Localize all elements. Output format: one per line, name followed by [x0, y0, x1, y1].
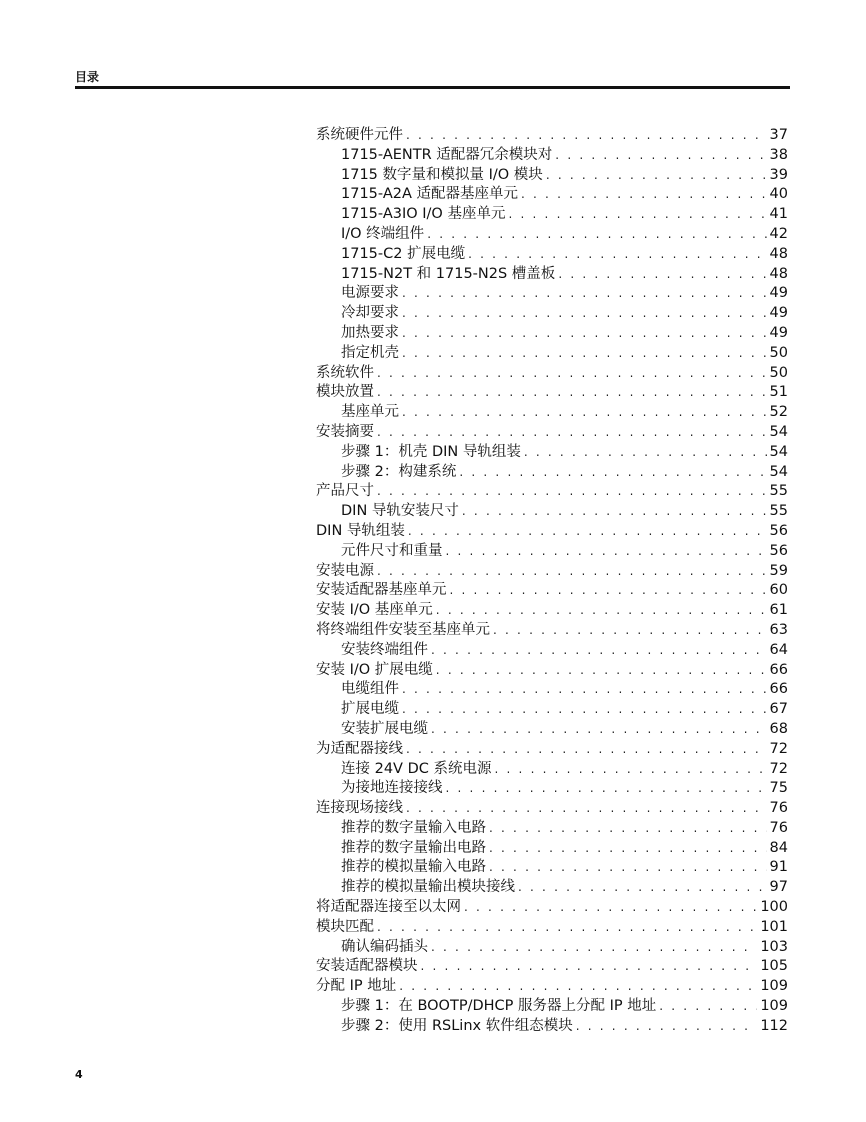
- toc-entry[interactable]: [316, 720, 788, 740]
- toc-entry-title: 将终端组件安装至基座单元: [316, 621, 490, 638]
- toc-entry[interactable]: [316, 562, 788, 582]
- toc-dot-leader: [489, 819, 767, 839]
- toc-dot-leader: [402, 344, 767, 364]
- toc-entry-page: 105: [760, 958, 788, 975]
- toc-entry-page: 97: [769, 879, 788, 896]
- toc-entry[interactable]: [316, 878, 788, 898]
- toc-entry-page: 54: [769, 443, 788, 460]
- toc-entry[interactable]: [316, 245, 788, 265]
- toc-entry-page: 50: [769, 364, 788, 381]
- toc-dot-leader: [495, 760, 767, 780]
- toc-entry-title: 推荐的数字量输出电路: [341, 839, 486, 856]
- toc-entry-title: 1715-N2T 和 1715-N2S 槽盖板: [341, 265, 556, 282]
- toc-dot-leader: [408, 522, 767, 542]
- toc-entry-title: 系统软件: [316, 364, 374, 381]
- toc-entry-page: 84: [769, 839, 788, 856]
- toc-entry-title: 模块匹配: [316, 918, 374, 935]
- toc-entry-title: 分配 IP 地址: [316, 978, 397, 995]
- toc-entry-page: 48: [769, 245, 788, 262]
- toc-dot-leader: [558, 265, 766, 285]
- toc-entry[interactable]: [316, 166, 788, 186]
- toc-entry-title: 安装适配器模块: [316, 958, 418, 975]
- toc-entry-page: 72: [769, 760, 788, 777]
- toc-entry-page: 49: [769, 285, 788, 302]
- toc-entry-page: 48: [769, 265, 788, 282]
- toc-entry-page: 52: [769, 404, 788, 421]
- toc-entry-page: 54: [769, 463, 788, 480]
- toc-dot-leader: [406, 126, 767, 146]
- toc-entry-page: 66: [769, 661, 788, 678]
- toc-entry[interactable]: [316, 938, 788, 958]
- toc-dot-leader: [421, 957, 758, 977]
- toc-entry-page: 103: [760, 938, 788, 955]
- toc-entry-title: 为适配器接线: [316, 740, 403, 757]
- toc-dot-leader: [450, 581, 767, 601]
- toc-dot-leader: [493, 621, 767, 641]
- toc-entry[interactable]: [316, 364, 788, 384]
- toc-entry-title: 基座单元: [341, 404, 399, 421]
- toc-entry-title: 为接地连接接线: [341, 780, 443, 797]
- toc-entry-title: 安装摘要: [316, 423, 374, 440]
- toc-entry[interactable]: [316, 661, 788, 681]
- toc-dot-leader: [464, 898, 757, 918]
- toc-entry[interactable]: [316, 918, 788, 938]
- toc-dot-leader: [377, 423, 767, 443]
- toc-entry-title: 1715-C2 扩展电缆: [341, 245, 466, 262]
- toc-entry-title: 1715-A3IO I/O 基座单元: [341, 206, 506, 223]
- toc-entry[interactable]: [316, 858, 788, 878]
- toc-dot-leader: [436, 661, 767, 681]
- toc-entry[interactable]: [316, 898, 788, 918]
- toc-dot-leader: [518, 878, 767, 898]
- toc-dot-leader: [521, 185, 767, 205]
- toc-entry[interactable]: [316, 839, 788, 859]
- toc-dot-leader: [446, 779, 767, 799]
- toc-entry-title: 1715 数字量和模拟量 I/O 模块: [341, 166, 543, 183]
- toc-entry-page: 59: [769, 562, 788, 579]
- toc-dot-leader: [446, 542, 767, 562]
- toc-dot-leader: [431, 641, 767, 661]
- toc-dot-leader: [402, 403, 767, 423]
- toc-entry-title: 连接现场接线: [316, 800, 403, 817]
- toc-entry-page: 39: [769, 166, 788, 183]
- toc-dot-leader: [524, 443, 767, 463]
- toc-entry[interactable]: [316, 185, 788, 205]
- toc-entry[interactable]: [316, 205, 788, 225]
- toc-dot-leader: [459, 463, 766, 483]
- toc-entry[interactable]: [316, 957, 788, 977]
- toc-entry-title: 模块放置: [316, 384, 374, 401]
- toc-entry[interactable]: [316, 522, 788, 542]
- toc-dot-leader: [462, 502, 767, 522]
- toc-entry[interactable]: [316, 146, 788, 166]
- toc-entry[interactable]: [316, 443, 788, 463]
- toc-entry-page: 76: [769, 819, 788, 836]
- toc-entry[interactable]: [316, 482, 788, 502]
- toc-dot-leader: [402, 700, 767, 720]
- toc-entry-page: 64: [769, 641, 788, 658]
- page-number: 4: [75, 1068, 83, 1081]
- toc-entry-title: I/O 终端组件: [341, 225, 425, 242]
- toc-dot-leader: [489, 839, 767, 859]
- toc-entry[interactable]: [316, 621, 788, 641]
- toc-entry-title: DIN 导轨组装: [316, 522, 405, 539]
- toc-entry-page: 49: [769, 324, 788, 341]
- toc-entry[interactable]: [316, 779, 788, 799]
- toc-entry-title: 电缆组件: [341, 681, 399, 698]
- toc-entry-title: DIN 导轨安装尺寸: [341, 503, 459, 520]
- toc-entry-title: 安装 I/O 扩展电缆: [316, 661, 433, 678]
- toc-entry[interactable]: [316, 997, 788, 1017]
- toc-dot-leader: [427, 225, 766, 245]
- toc-entry-title: 安装终端组件: [341, 641, 428, 658]
- toc-dot-leader: [377, 482, 767, 502]
- toc-entry-title: 安装适配器基座单元: [316, 582, 447, 599]
- toc-dot-leader: [377, 383, 767, 403]
- toc-dot-leader: [431, 938, 757, 958]
- toc-entry-title: 确认编码插头: [341, 938, 428, 955]
- toc-entry-page: 56: [769, 522, 788, 539]
- toc-entry-title: 安装 I/O 基座单元: [316, 602, 433, 619]
- toc-entry[interactable]: [316, 304, 788, 324]
- page-header-title: 目录: [75, 70, 100, 84]
- toc-entry-title: 扩展电缆: [341, 701, 399, 718]
- toc-entry-title: 推荐的数字量输入电路: [341, 819, 486, 836]
- toc-entry-page: 63: [769, 621, 788, 638]
- toc-entry-page: 41: [769, 206, 788, 223]
- toc-entry-page: 60: [769, 582, 788, 599]
- toc-entry[interactable]: [316, 700, 788, 720]
- toc-entry-page: 55: [769, 503, 788, 520]
- toc-entry-title: 指定机壳: [341, 344, 399, 361]
- toc-entry[interactable]: [316, 977, 788, 997]
- toc-dot-leader: [508, 205, 766, 225]
- toc-entry-page: 109: [760, 998, 788, 1015]
- toc-entry[interactable]: [316, 383, 788, 403]
- toc-dot-leader: [436, 601, 767, 621]
- toc-entry-title: 步骤 1：在 BOOTP/DHCP 服务器上分配 IP 地址: [341, 998, 657, 1015]
- toc-entry[interactable]: [316, 740, 788, 760]
- toc-entry-title: 电源要求: [341, 285, 399, 302]
- toc-entry[interactable]: [316, 542, 788, 562]
- toc-dot-leader: [377, 364, 767, 384]
- toc-dot-leader: [399, 977, 757, 997]
- toc-dot-leader: [431, 720, 767, 740]
- toc-dot-leader: [406, 799, 767, 819]
- toc-entry[interactable]: [316, 601, 788, 621]
- toc-entry-page: 109: [760, 978, 788, 995]
- toc-entry-page: 72: [769, 740, 788, 757]
- toc-entry[interactable]: [316, 799, 788, 819]
- toc-entry-title: 1715-A2A 适配器基座单元: [341, 186, 518, 203]
- toc-dot-leader: [659, 997, 757, 1017]
- toc-entry-page: 91: [769, 859, 788, 876]
- toc-entry-title: 加热要求: [341, 324, 399, 341]
- toc-entry[interactable]: [316, 225, 788, 245]
- toc-entry-page: 56: [769, 542, 788, 559]
- header-rule: [75, 86, 790, 89]
- toc-entry[interactable]: [316, 423, 788, 443]
- toc-entry[interactable]: [316, 344, 788, 364]
- toc-entry[interactable]: [316, 463, 788, 483]
- toc-entry-page: 68: [769, 720, 788, 737]
- toc-entry-title: 1715-AENTR 适配器冗余模块对: [341, 146, 553, 163]
- toc-entry[interactable]: [316, 819, 788, 839]
- toc-dot-leader: [546, 166, 767, 186]
- toc-entry-page: 54: [769, 423, 788, 440]
- toc-entry-title: 产品尺寸: [316, 483, 374, 500]
- toc-entry-title: 推荐的模拟量输入电路: [341, 859, 486, 876]
- toc-entry-page: 61: [769, 602, 788, 619]
- toc-entry-page: 50: [769, 344, 788, 361]
- toc-entry-title: 安装电源: [316, 562, 374, 579]
- toc-entry-title: 元件尺寸和重量: [341, 542, 443, 559]
- toc-dot-leader: [377, 918, 757, 938]
- toc-entry-page: 51: [769, 384, 788, 401]
- toc-entry[interactable]: [316, 1017, 788, 1037]
- toc-dot-leader: [377, 562, 767, 582]
- toc-dot-leader: [402, 680, 767, 700]
- toc-entry[interactable]: [316, 265, 788, 285]
- toc-entry-title: 连接 24V DC 系统电源: [341, 760, 492, 777]
- toc-entry-title: 冷却要求: [341, 305, 399, 322]
- toc-entry-page: 40: [769, 186, 788, 203]
- toc-entry-title: 步骤 2：构建系统: [341, 463, 457, 480]
- toc-entry-page: 49: [769, 305, 788, 322]
- toc-entry-page: 75: [769, 780, 788, 797]
- toc-entry-page: 112: [760, 1017, 788, 1034]
- toc-entry-title: 步骤 2：使用 RSLinx 软件组态模块: [341, 1017, 573, 1034]
- toc-dot-leader: [402, 324, 767, 344]
- toc-entry[interactable]: [316, 680, 788, 700]
- toc-dot-leader: [555, 146, 766, 166]
- toc-dot-leader: [402, 284, 767, 304]
- toc-entry[interactable]: [316, 324, 788, 344]
- toc-entry-page: 66: [769, 681, 788, 698]
- toc-entry-title: 推荐的模拟量输出模块接线: [341, 879, 515, 896]
- toc-dot-leader: [468, 245, 766, 265]
- toc-dot-leader: [489, 858, 767, 878]
- toc-entry[interactable]: [316, 581, 788, 601]
- toc-entry-title: 步骤 1：机壳 DIN 导轨组装: [341, 443, 521, 460]
- table-of-contents: [316, 126, 788, 1037]
- toc-entry-page: 67: [769, 701, 788, 718]
- toc-entry[interactable]: [316, 502, 788, 522]
- toc-entry[interactable]: [316, 403, 788, 423]
- toc-entry-title: 将适配器连接至以太网: [316, 899, 461, 916]
- toc-entry-page: 38: [769, 146, 788, 163]
- toc-entry-page: 55: [769, 483, 788, 500]
- toc-entry[interactable]: [316, 760, 788, 780]
- toc-entry[interactable]: [316, 126, 788, 146]
- toc-entry[interactable]: [316, 641, 788, 661]
- toc-entry-title: 系统硬件元件: [316, 127, 403, 143]
- toc-entry-title: 安装扩展电缆: [341, 720, 428, 737]
- toc-dot-leader: [576, 1017, 758, 1037]
- toc-entry-page: 42: [769, 225, 788, 242]
- toc-entry[interactable]: [316, 284, 788, 304]
- toc-dot-leader: [406, 740, 767, 760]
- toc-entry-page: 101: [760, 918, 788, 935]
- toc-entry-page: 100: [760, 899, 788, 916]
- toc-dot-leader: [402, 304, 767, 324]
- toc-entry-page: 37: [769, 127, 788, 143]
- toc-entry-page: 76: [769, 800, 788, 817]
